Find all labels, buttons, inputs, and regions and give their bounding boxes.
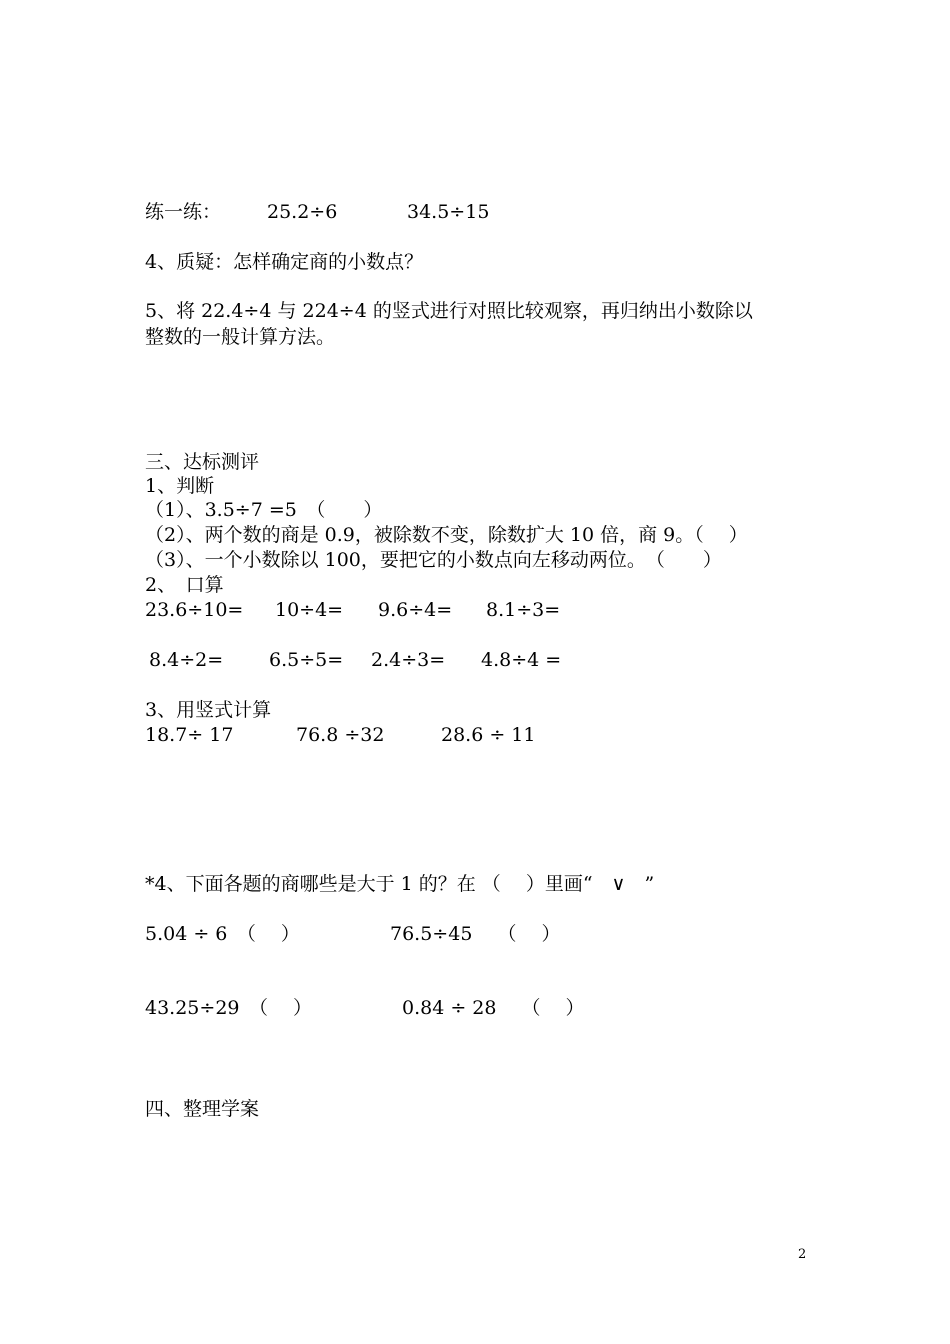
vertical-calc-title: 3、用竖式计算 (145, 699, 272, 721)
compare-problem: 76.5÷45 （ ） (390, 923, 561, 945)
question-item-4: 4、质疑：怎样确定商的小数点？ (145, 251, 424, 273)
vertical-calc-row (145, 723, 845, 747)
oral-problem: 2.4÷3= (371, 649, 446, 671)
oral-row-2 (145, 648, 845, 672)
question-item-5-line-2: 整数的一般计算方法。 (145, 326, 336, 348)
compare-title: *4、下面各题的商哪些是大于 1 的？在 （ ）里画“ ∨ ” (145, 873, 655, 895)
section-3-title: 三、达标测评 (145, 451, 260, 473)
oral-problem: 10÷4= (275, 599, 344, 621)
section-4-title: 四、整理学案 (145, 1098, 260, 1120)
practice-row (145, 200, 845, 224)
vertical-calc-problem: 28.6 ÷ 11 (441, 724, 536, 746)
oral-problem: 23.6÷10= (145, 599, 244, 621)
judge-item-3: （3）、一个小数除以 100，要把它的小数点向左移动两位。 （ ） (145, 549, 722, 571)
compare-problem: 5.04 ÷ 6 （ ） (145, 923, 300, 945)
vertical-calc-problem: 76.8 ÷32 (296, 724, 385, 746)
compare-problem: 43.25÷29 （ ） (145, 997, 313, 1019)
oral-problem: 6.5÷5= (269, 649, 344, 671)
vertical-calc-problem: 18.7÷ 17 (145, 724, 234, 746)
compare-problem: 0.84 ÷ 28 （ ） (402, 997, 585, 1019)
judge-item-1: （1）、3.5÷7 =5 （ ） (145, 499, 383, 521)
oral-problem: 9.6÷4= (378, 599, 453, 621)
oral-title: 2、 口算 (145, 574, 224, 596)
oral-problem: 8.4÷2= (149, 649, 224, 671)
compare-row-1 (145, 922, 845, 946)
oral-problem: 4.8÷4 = (481, 649, 562, 671)
page-number: 2 (798, 1247, 807, 1262)
question-item-5-line-1: 5、将 22.4÷4 与 224÷4 的竖式进行对照比较观察，再归纳出小数除以 (145, 300, 753, 322)
practice-label: 练一练： (145, 201, 222, 223)
judge-item-2: （2）、两个数的商是 0.9，被除数不变，除数扩大 10 倍，商 9。（ ） (145, 524, 748, 546)
practice-problem-1: 25.2÷6 (267, 201, 338, 223)
practice-problem-2: 34.5÷15 (407, 201, 490, 223)
judge-title: 1、判断 (145, 475, 215, 497)
compare-row-2 (145, 996, 845, 1020)
oral-problem: 8.1÷3= (486, 599, 561, 621)
oral-row-1 (145, 598, 845, 622)
